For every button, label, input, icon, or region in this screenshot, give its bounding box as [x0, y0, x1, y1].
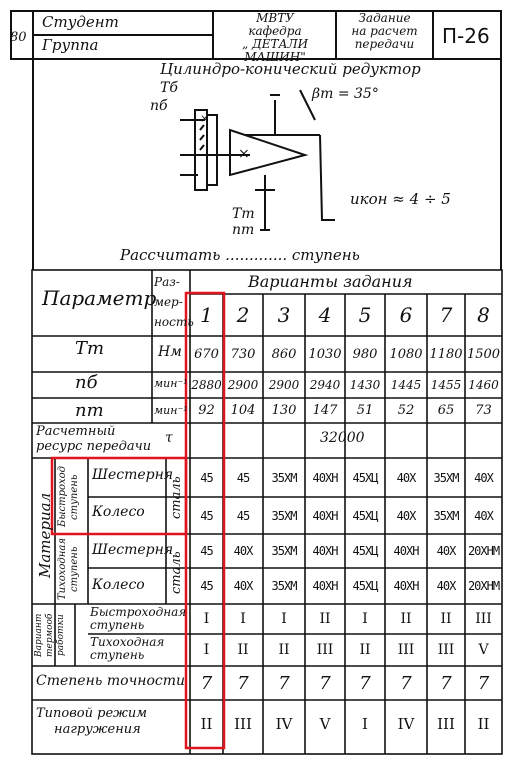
- unit-nt: мин⁻¹: [154, 404, 188, 417]
- task-code: П-26: [442, 24, 490, 48]
- task-title: Задание на расчет передачи: [351, 11, 418, 51]
- tt-cell: 1500: [466, 346, 501, 362]
- slow-wheel-cell: 40ХН: [312, 579, 338, 593]
- row-label-nb: nб: [75, 372, 98, 393]
- mode-cell: III: [234, 715, 252, 733]
- tt-cell: 1030: [308, 346, 342, 362]
- material-fast-label: Быстроход ступень: [57, 466, 80, 528]
- accuracy-cell: 7: [200, 672, 213, 694]
- mode-cell: I: [362, 715, 368, 733]
- mode-cell: III: [437, 715, 455, 733]
- unit-nb: мин⁻¹: [154, 377, 188, 390]
- slow-gear-cell: 35ХМ: [271, 544, 297, 558]
- calc-line: Рассчитать ............. ступень: [120, 246, 360, 264]
- slow-gear-cell: 45ХЦ: [352, 544, 378, 558]
- fast-wheel-cell: 40Х: [474, 508, 493, 523]
- material-label: Материал: [36, 492, 54, 578]
- slow-wheel-cell: 40ХН: [393, 579, 419, 593]
- fast-wheel-cell: 45ХЦ: [352, 508, 378, 523]
- fast-gear-cell: 35ХМ: [271, 470, 297, 485]
- nb-cell: 2880: [191, 378, 222, 392]
- thermal-slow-cell: III: [316, 642, 334, 658]
- tt-cell: 980: [352, 346, 378, 362]
- page-number: 80: [10, 30, 27, 45]
- accuracy-cell: 7: [237, 672, 249, 694]
- label-tt: Tт: [232, 206, 255, 222]
- accuracy-cell: 7: [400, 672, 412, 694]
- nt-cell: 73: [475, 403, 492, 418]
- thermal-fast-label: Быстроходная ступень: [90, 605, 187, 632]
- nb-cell: 1445: [390, 378, 422, 392]
- tt-cell: 730: [230, 346, 256, 362]
- group-label: Группа: [42, 36, 99, 54]
- mode-cell: II: [477, 715, 490, 733]
- thermal-slow-label: Тихоходная ступень: [90, 635, 165, 662]
- thermal-slow-cell: V: [478, 642, 489, 658]
- fast-wheel-cell: 35ХМ: [271, 508, 297, 523]
- diagram-title: Цилиндро-конический редуктор: [160, 60, 421, 78]
- label-beta: βm = 35°: [312, 86, 379, 102]
- nt-cell: 147: [312, 403, 338, 418]
- nt-cell: 92: [198, 403, 215, 418]
- slow-wheel-cell: 35ХМ: [271, 579, 297, 593]
- fast-gear-label: Шестерня: [92, 467, 174, 483]
- tt-cell: 1080: [389, 346, 423, 362]
- slow-gear-cell: 40ХН: [312, 544, 338, 558]
- accuracy-cell: 7: [477, 672, 490, 694]
- slow-gear-cell: 40ХН: [393, 544, 419, 558]
- steel-label-fast: сталь: [169, 476, 184, 520]
- variants-cell: 6: [399, 303, 413, 327]
- dim-header: Раз- мер- ность: [154, 275, 194, 329]
- fast-gear-cell: 45: [200, 470, 213, 485]
- thermal-slow-cell: II: [278, 642, 290, 658]
- material-slow-label: Тихоходная ступень: [57, 538, 80, 600]
- slow-wheel-cell: 45: [200, 579, 213, 593]
- variants-cell: 3: [277, 303, 291, 327]
- thermal-slow-cell: I: [203, 642, 210, 658]
- fast-gear-cell: 40Х: [474, 470, 493, 485]
- nb-cell: 1455: [430, 378, 462, 392]
- thermal-slow-cell: II: [237, 642, 249, 658]
- mode-cell: IV: [275, 715, 293, 733]
- variants-header: Варианты задания: [248, 272, 413, 291]
- variants-cell: 8: [477, 303, 490, 327]
- slow-wheel-label: Колесо: [92, 577, 145, 593]
- fast-wheel-cell: 45: [200, 508, 213, 523]
- thermal-slow-cell: III: [397, 642, 415, 658]
- accuracy-cell: 7: [440, 672, 452, 694]
- slow-wheel-cell: 20ХНМ: [467, 579, 500, 593]
- thermal-fast-cell: I: [240, 611, 246, 627]
- slow-wheel-cell: 40Х: [436, 579, 456, 593]
- thermal-fast-cell: II: [400, 611, 412, 627]
- label-nt: nт: [232, 222, 255, 238]
- slow-gear-cell: 20ХНМ: [467, 544, 500, 558]
- nt-cell: 65: [437, 403, 455, 418]
- fast-gear-cell: 35ХМ: [433, 470, 459, 485]
- svg-text:×: ×: [200, 112, 210, 125]
- param-header: Параметр: [42, 286, 157, 310]
- variants-cell: 7: [439, 303, 453, 327]
- slow-gear-cell: 40Х: [233, 544, 253, 558]
- svg-text:×: ×: [238, 146, 250, 162]
- label-nb: nб: [150, 98, 168, 114]
- thermal-fast-cell: II: [440, 611, 452, 627]
- steel-label-slow: сталь: [169, 551, 184, 595]
- fast-gear-cell: 45: [236, 470, 250, 485]
- nt-cell: 51: [356, 403, 374, 418]
- institution: МВТУ кафедра „ ДЕТАЛИ МАШИН": [241, 11, 309, 64]
- nb-cell: 1460: [468, 378, 499, 392]
- variants-cell: 2: [236, 303, 250, 327]
- thermal-fast-cell: I: [281, 611, 287, 627]
- tt-cell: 860: [271, 346, 297, 362]
- thermal-slow-cell: II: [359, 642, 371, 658]
- fast-wheel-cell: 35ХМ: [433, 508, 459, 523]
- resource-value: 32000: [320, 430, 365, 446]
- slow-gear-cell: 40Х: [436, 544, 456, 558]
- nt-cell: 104: [230, 403, 256, 418]
- nt-cell: 130: [271, 403, 297, 418]
- accuracy-cell: 7: [278, 672, 290, 694]
- nb-cell: 2940: [309, 378, 341, 392]
- thermal-fast-cell: I: [362, 611, 368, 627]
- unit-resource: τ: [165, 430, 173, 446]
- slow-wheel-cell: 40Х: [233, 579, 253, 593]
- variants-cell: 5: [358, 303, 372, 327]
- accuracy-cell: 7: [319, 672, 331, 694]
- fast-gear-cell: 40Х: [396, 470, 416, 485]
- thermal-fast-cell: II: [319, 611, 331, 627]
- thermal-fast-cell: III: [475, 611, 492, 627]
- nb-cell: 1430: [349, 378, 381, 392]
- accuracy-label: Степень точности: [36, 673, 186, 689]
- fast-wheel-label: Колесо: [92, 504, 145, 520]
- fast-wheel-cell: 40Х: [396, 508, 416, 523]
- label-tb: Tб: [160, 80, 178, 96]
- mode-cell: V: [319, 715, 331, 733]
- thermal-fast-cell: I: [203, 611, 210, 627]
- mode-cell: IV: [397, 715, 415, 733]
- tt-cell: 1180: [429, 346, 463, 362]
- variants-cell: 1: [200, 303, 213, 327]
- accuracy-cell: 7: [359, 672, 371, 694]
- nb-cell: 2900: [227, 378, 259, 392]
- thermal-slow-cell: III: [437, 642, 455, 658]
- row-label-tt: Tт: [75, 338, 105, 359]
- student-label: Студент: [42, 13, 119, 31]
- fast-wheel-cell: 45: [236, 508, 250, 523]
- fast-gear-cell: 40ХН: [312, 470, 338, 485]
- nt-cell: 52: [397, 403, 415, 418]
- mode-cell: II: [200, 715, 213, 733]
- slow-gear-cell: 45: [200, 544, 213, 558]
- row-label-resource: Расчетный ресурс передачи: [36, 424, 152, 454]
- slow-wheel-cell: 45ХЦ: [352, 579, 378, 593]
- fast-gear-cell: 45ХЦ: [352, 470, 378, 485]
- row-label-nt: nт: [75, 400, 104, 421]
- unit-tt: Hм: [158, 344, 182, 360]
- tt-cell: 670: [194, 346, 219, 362]
- label-ukon: uкон ≈ 4 ÷ 5: [350, 190, 451, 208]
- variants-cell: 4: [318, 303, 332, 327]
- fast-wheel-cell: 40ХН: [312, 508, 338, 523]
- nb-cell: 2900: [268, 378, 300, 392]
- slow-gear-label: Шестерня: [92, 542, 174, 558]
- thermal-label: Вариант термооб работки: [34, 613, 66, 657]
- mode-label: Типовой режим нагружения: [36, 706, 148, 737]
